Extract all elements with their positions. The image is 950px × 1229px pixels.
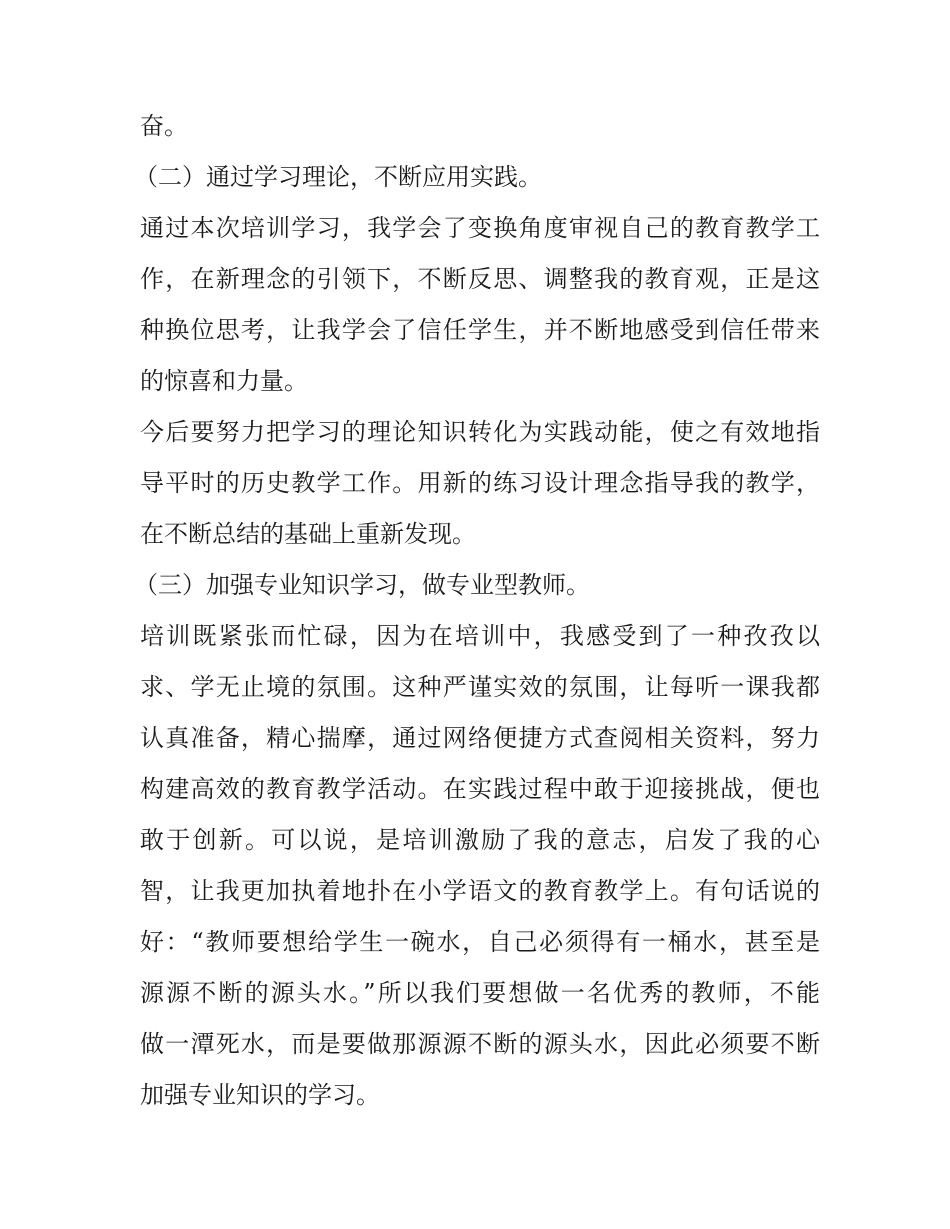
text-line: 种换位思考，让我学会了信任学生，并不断地感受到信任带来 [140, 316, 820, 344]
section-heading: （三）加强专业知识学习，做专业型教师。 [134, 571, 590, 599]
text-line: 导平时的历史教学工作。用新的练习设计理念指导我的教学， [140, 469, 820, 497]
text-line: 通过本次培训学习，我学会了变换角度审视自己的教育教学工 [140, 214, 820, 242]
text-line: 今后要努力把学习的理论知识转化为实践动能，使之有效地指 [140, 418, 820, 446]
text-line: 在不断总结的基础上重新发现。 [140, 520, 476, 548]
text-line: 敢于创新。可以说，是培训激励了我的意志，启发了我的心 [140, 826, 820, 854]
text-line: 做一潭死水，而是要做那源源不断的源头水，因此必须要不断 [140, 1030, 820, 1058]
text-line: 智，让我更加执着地扑在小学语文的教育教学上。有句话说的 [140, 877, 820, 905]
text-line: 源源不断的源头水。”所以我们要想做一名优秀的教师，不能 [140, 979, 820, 1007]
text-line: 奋。 [140, 112, 188, 140]
text-line: 构建高效的教育教学活动。在实践过程中敢于迎接挑战，便也 [140, 775, 820, 803]
text-line: 求、学无止境的氛围。这种严谨实效的氛围，让每听一课我都 [140, 673, 820, 701]
text-line: 培训既紧张而忙碌，因为在培训中，我感受到了一种孜孜以 [140, 622, 820, 650]
text-line: 认真准备，精心揣摩，通过网络便捷方式查阅相关资料，努力 [140, 724, 820, 752]
text-line: 加强专业知识的学习。 [140, 1081, 380, 1109]
document-body [134, 101, 820, 1121]
section-heading: （二）通过学习理论，不断应用实践。 [134, 163, 542, 191]
text-line: 的惊喜和力量。 [140, 367, 308, 395]
text-line: 作，在新理念的引领下，不断反思、调整我的教育观，正是这 [140, 265, 820, 293]
text-line: 好：“教师要想给学生一碗水，自己必须得有一桶水，甚至是 [140, 928, 820, 956]
